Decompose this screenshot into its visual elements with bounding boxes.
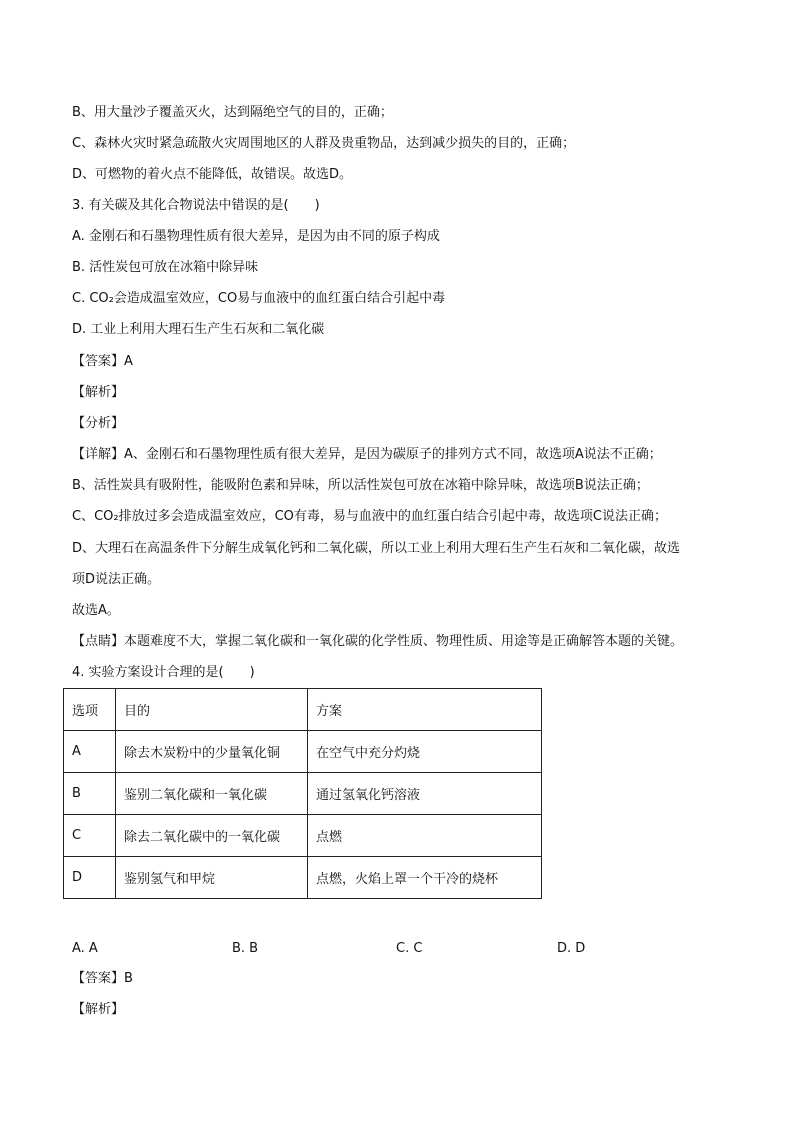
option-a: A. 金刚石和石墨物理性质有很大差异，是因为由不同的原子构成: [72, 229, 440, 244]
choice-a: A. A: [72, 941, 98, 956]
text-line: D、可燃物的着火点不能降低，故错误。故选D。: [72, 167, 353, 182]
table-header-row: [64, 689, 542, 731]
table-row: [64, 857, 542, 899]
table-header: 目的: [116, 689, 308, 731]
detail-a: 【详解】A、金刚石和石墨物理性质有很大差异，是因为碳原子的排列方式不同，故选项A说法不正确；: [72, 447, 662, 462]
detail-d-cont: 项D说法正确。: [72, 572, 161, 587]
table-row: [64, 731, 542, 773]
text-line: C、森林火灾时紧急疏散火灾周围地区的人群及贵重物品，达到减少损失的目的，正确；: [72, 136, 576, 151]
table-cell: 点燃，火焰上罩一个干冷的烧杯: [308, 857, 542, 899]
answer-label: 【答案】A: [72, 354, 133, 369]
table-header: 选项: [64, 689, 116, 731]
table-cell: D: [64, 857, 116, 899]
table-row: [64, 815, 542, 857]
conclusion: 故选A。: [72, 603, 120, 618]
table-row: [64, 773, 542, 815]
analysis-label: 【解析】: [72, 1002, 125, 1017]
remark: 【点睛】本题难度不大，掌握二氧化碳和一氧化碳的化学性质、物理性质、用途等是正确解答本题的关键。: [72, 634, 684, 649]
text-line: B、用大量沙子覆盖灭火，达到隔绝空气的目的，正确；: [72, 105, 393, 120]
choice-c: C. C: [396, 941, 423, 956]
answer-label: 【答案】B: [72, 971, 133, 986]
detail-d: D、大理石在高温条件下分解生成氧化钙和二氧化碳，所以工业上利用大理石生产生石灰和二氧化碳，故选: [72, 541, 681, 556]
option-b: B. 活性炭包可放在冰箱中除异味: [72, 260, 259, 275]
table-header: 方案: [308, 689, 542, 731]
analysis-label: 【解析】: [72, 385, 125, 400]
detail-b: B、活性炭具有吸附性，能吸附色素和异味，所以活性炭包可放在冰箱中除异味，故选项B说法正确；: [72, 478, 649, 493]
choice-d: D. D: [557, 941, 586, 956]
table-cell: 点燃: [308, 815, 542, 857]
question-4: 4. 实验方案设计合理的是( ): [72, 665, 255, 680]
detail-c: C、CO₂排放过多会造成温室效应，CO有毒，易与血液中的血红蛋白结合引起中毒，故选项C说法正确；: [72, 509, 667, 524]
table-cell: C: [64, 815, 116, 857]
table-cell: 在空气中充分灼烧: [308, 731, 542, 773]
table-cell: 除去木炭粉中的少量氧化铜: [116, 731, 308, 773]
table-cell: 鉴别二氧化碳和一氧化碳: [116, 773, 308, 815]
table-cell: B: [64, 773, 116, 815]
choice-b: B. B: [232, 941, 259, 956]
table-cell: 除去二氧化碳中的一氧化碳: [116, 815, 308, 857]
option-d: D. 工业上利用大理石生产生石灰和二氧化碳: [72, 322, 325, 337]
table-cell: 通过氢氧化钙溶液: [308, 773, 542, 815]
options-table: [63, 688, 542, 899]
table-cell: A: [64, 731, 116, 773]
question-3: 3. 有关碳及其化合物说法中错误的是( ): [72, 198, 320, 213]
analysis-sub-label: 【分析】: [72, 416, 125, 431]
table-cell: 鉴别氢气和甲烷: [116, 857, 308, 899]
option-c: C. CO₂会造成温室效应，CO易与血液中的血红蛋白结合引起中毒: [72, 291, 446, 306]
